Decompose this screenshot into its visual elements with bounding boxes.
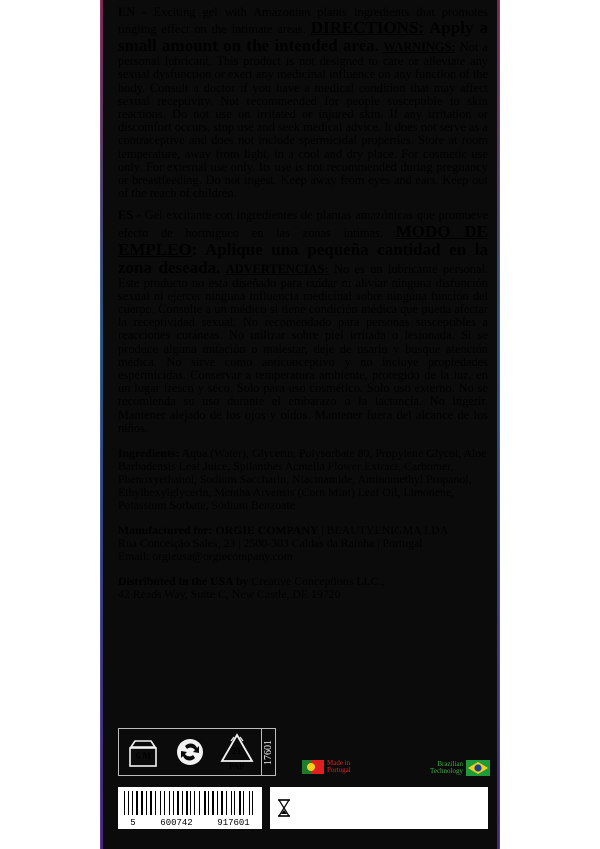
barcode-bar — [155, 791, 156, 815]
barcode-bar — [233, 791, 234, 815]
barcode-bar — [144, 791, 145, 815]
es-intro: Gel excitante con ingredientes de plantas amazónicas que promueve efecto de hormigueo en las zonas íntimas. — [118, 208, 488, 240]
pao-icon — [126, 735, 160, 769]
made-in-text — [327, 760, 351, 774]
barcode-bar — [226, 791, 227, 815]
distributor-company: Creative Conceptions LLC., — [248, 574, 385, 589]
barcode-bar — [141, 791, 143, 815]
brazilian-line1: Brazilian — [437, 760, 463, 768]
es-warnings-text: No es un lubricante personal. Este producto no está diseñado para cuidar ni aliviar ninguna disfunción sexual ni ejercer ninguna influencia medicinal sobre ningúna función del cuerpo. Consulte a un médico si tiene condición médica que pueda afectar la receptividad sexual. No recomendado para personas susceptibles a reacciones cutáneas. No utilizar sobre piel irritada o lesionada. Si se produce alguna imtación o malestar, deje de usarlo y busque atención médica. No sirve como anticonceptivo y no incluye propiedades espermicidas. Conservar a temperatura ambiente, protegido de la luz, en un lugar fresco y seco. Solo para uso cosmético. Solo uso externo. No se recomienda su uso durante el embarazo o la lactancia. No ingerir. Mantener alejado de los ojos y oídos. Mantener fuera del alcance de los niños. — [118, 261, 488, 435]
barcode-bar — [184, 791, 185, 815]
barcode-bar — [204, 791, 206, 815]
manufacturer — [118, 524, 488, 563]
barcode-bars — [124, 791, 256, 815]
barcode-bar — [249, 791, 250, 815]
barcode-bar — [164, 791, 166, 815]
barcode-bar — [166, 791, 168, 815]
manufacturer-company: | BEAUTYENIGMA LDA — [318, 523, 449, 538]
ingredients — [118, 447, 488, 512]
barcode-bar — [221, 791, 223, 815]
barcode-bar — [180, 791, 181, 815]
barcode-bar — [124, 791, 125, 815]
pao-label: 6 M — [135, 751, 151, 761]
es-mode-text: : Aplique una pequeña cantidad en la zona deseada. — [118, 239, 488, 277]
barcode-bar — [156, 791, 158, 815]
barcode-bar — [146, 791, 147, 815]
barcode-digits-right: 917601 — [217, 818, 250, 828]
barcode-bar — [234, 791, 235, 815]
barcode-bar — [199, 791, 200, 815]
barcode-bar — [252, 791, 253, 815]
barcode-bar — [153, 791, 154, 815]
made-in-line1: Made in — [327, 759, 351, 767]
batch-code — [262, 728, 276, 776]
barcode-bar — [173, 791, 174, 815]
symbols-box — [118, 728, 262, 776]
barcode-bar — [231, 791, 232, 815]
recycling-triangle-icon — [220, 733, 254, 771]
brazilian-text — [430, 761, 463, 775]
en-warnings-text: Not a personal lubricant. This product is not designed to care or alleviate any sexual dysfunction or exert any medicinal influence on any function of the body. Consult a doctor if you have a medical condition that may affect sexual receptivity. Not recommended for people susceptible to skin reactions. Do not use on irritated or injured skin. If any irritation or discomfort occurs, stop use and seek medical advice. It does not serve as a contraceptive and does not include spermicidal properties. Store at room temperature, away from light, in a cool and dry place. For cosmetic use only. For external use only. Its use is not recommended during pregnancy or breastfeeding. Do not ingest. Keep away from eyes and ears. Keep out of the reach of children. — [118, 40, 488, 201]
recycle-icon — [175, 737, 205, 767]
barcode-bar — [224, 791, 225, 815]
barcode-bar — [177, 791, 179, 815]
expiry-box — [270, 787, 488, 829]
brazil-flag-icon — [466, 760, 490, 776]
recycle-label: PAP — [229, 762, 245, 771]
label-text — [118, 6, 488, 601]
portugal-flag-icon — [302, 760, 324, 774]
barcode-bar — [239, 791, 241, 815]
barcode-bar — [217, 791, 218, 815]
barcode-number — [118, 818, 262, 828]
barcode-bar — [169, 791, 170, 815]
recycle-number: 21 — [232, 746, 242, 756]
barcode-bar — [150, 791, 152, 815]
en-warnings-label: WARNINGS: — [383, 40, 456, 55]
label-edge-right — [497, 0, 500, 849]
hourglass-icon — [277, 799, 291, 817]
barcode-bar — [132, 791, 133, 815]
barcode-bar — [171, 791, 172, 815]
barcode-bar — [174, 791, 176, 815]
barcode-bar — [160, 791, 161, 815]
barcode-bar — [162, 791, 163, 815]
barcode-bar — [200, 791, 202, 815]
manufacturer-label: Manufactured for: ORGIE COMPANY — [118, 523, 319, 538]
batch-code-text: 17601 — [263, 739, 274, 765]
english-section — [118, 6, 488, 200]
brazilian-technology-badge — [430, 760, 490, 776]
barcode-bar — [129, 791, 131, 815]
distributor-label: Distributed in the USA by — [118, 574, 249, 589]
en-directions-text: Apply a small amount on the intended area. — [118, 18, 488, 56]
en-intro: Exciting gel with Amazonian plants ingredients that promotes tingling effect on the intimate areas. — [118, 5, 488, 37]
barcode-bar — [236, 791, 238, 815]
barcode-bar — [194, 791, 195, 815]
es-mode-label: MODO DE EMPLEO — [118, 221, 488, 259]
barcode-bar — [128, 791, 129, 815]
barcode-bar — [186, 791, 188, 815]
barcode-bar — [189, 791, 190, 815]
barcode-bar — [208, 791, 209, 815]
es-warnings-label: ADVERTENCIAS: — [225, 261, 329, 276]
barcode-bar — [215, 791, 217, 815]
barcode-bar — [243, 791, 244, 815]
barcode-bar — [251, 791, 252, 815]
barcode-bar — [212, 791, 214, 815]
en-lead: EN - — [118, 5, 147, 19]
barcode-bar — [190, 791, 191, 815]
barcode-bar — [147, 791, 149, 815]
symbols-row — [118, 728, 490, 774]
barcode-digit-first: 5 — [130, 818, 136, 828]
barcode-bar — [139, 791, 140, 815]
brazilian-line2: Technology — [430, 767, 463, 775]
spanish-section — [118, 209, 488, 435]
manufacturer-address: Rua Conceição Sales, 23 | 2500-303 Caldas da Rainha | Portugal — [118, 536, 423, 551]
ingredients-label: Ingredients: — [118, 446, 180, 461]
barcode-bar — [245, 791, 247, 815]
manufacturer-email: Email: orgieusa@orgiecompany.com — [118, 549, 293, 564]
es-lead: ES - — [118, 208, 142, 223]
made-in-portugal-badge — [302, 760, 351, 774]
distributor — [118, 575, 488, 601]
barcode-bar — [228, 791, 230, 815]
barcode-bar — [242, 791, 243, 815]
label-edge-left — [100, 0, 103, 849]
barcode-bar — [126, 791, 127, 815]
barcode-bar — [192, 791, 193, 815]
made-in-line2: Portugal — [327, 766, 351, 774]
en-directions-label: DIRECTIONS: — [310, 18, 425, 38]
barcode-bar — [210, 791, 211, 815]
ingredients-text: Aqua (Water), Glycerin, Polysorbate 80, Propylene Glycol, Aloe Barbadensis Leaf Juice, Spilanthes Acmella Flower Extract, Carbomer, Phenoxyethanol, Sodium Saccharin, Niacinamide, Aminomethyl Propanol, Ethylhexylglycerin, Mentha Arvensis (Corn Mint) Leaf Oil, Limonene, Potassium Sorbate, Sodium Benzoate — [118, 446, 487, 513]
barcode-bar — [254, 791, 255, 815]
barcode-bar — [182, 791, 183, 815]
barcode-bar — [207, 791, 208, 815]
barcode-bar — [134, 791, 135, 815]
distributor-address: 42 Reads Way, Suite C, New Castle, DE 19720 — [118, 587, 341, 602]
barcode-bar — [136, 791, 138, 815]
barcode-bar — [219, 791, 220, 815]
barcode-bar — [196, 791, 198, 815]
barcode — [118, 787, 262, 829]
barcode-digits-left: 600742 — [160, 818, 193, 828]
